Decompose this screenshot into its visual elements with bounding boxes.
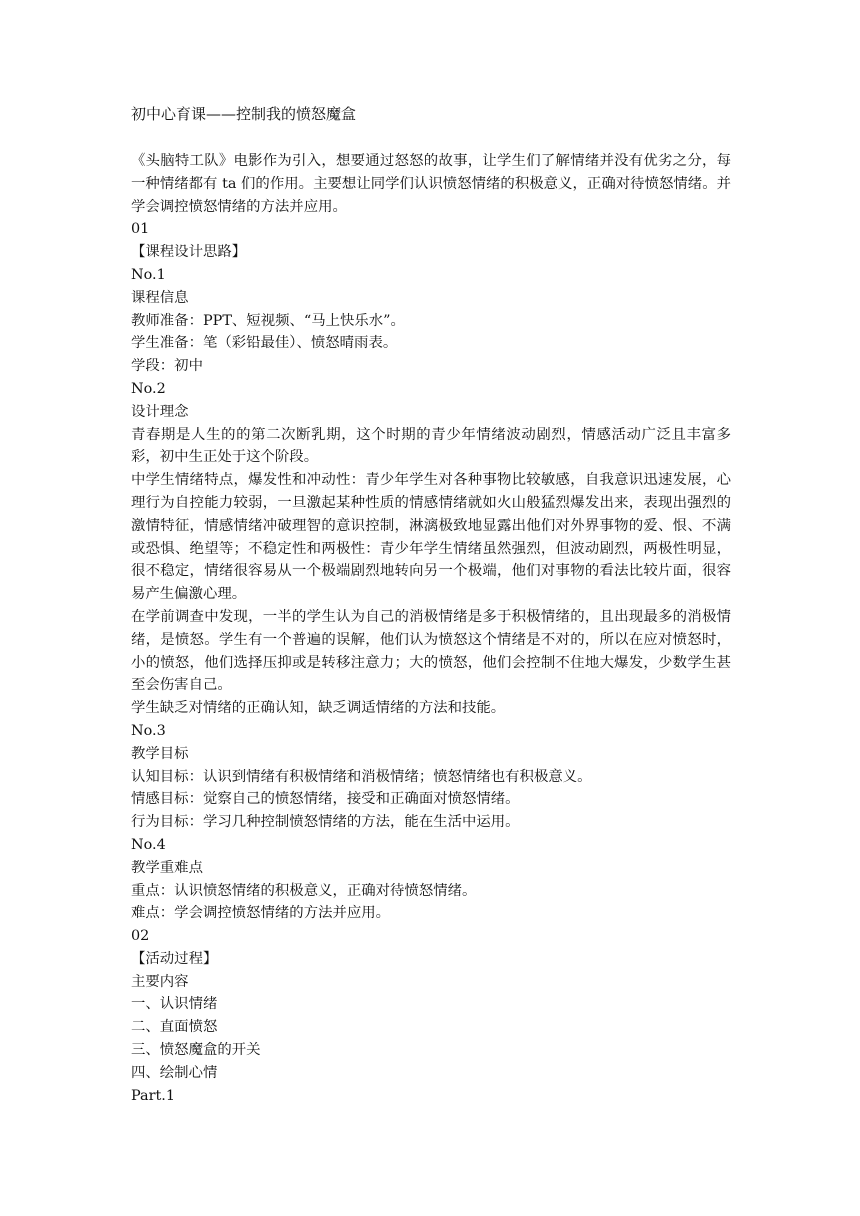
text-line: 重点：认识愤怒情绪的积极意义，正确对待愤怒情绪。 <box>131 882 477 899</box>
body-paragraph: 学生缺乏对情绪的正确认知，缺乏调适情绪的方法和技能。 <box>131 700 506 717</box>
document-title: 初中心育课——控制我的愤怒魔盒 <box>131 105 357 123</box>
text-line: 教师准备：PPT、短视频、“马上快乐水”。 <box>131 312 405 329</box>
text-line: 学生准备：笔（彩铅最佳）、愤怒晴雨表。 <box>131 335 398 352</box>
body-paragraph: 青春期是人生的的第二次断乳期，这个时期的青少年情绪波动剧烈，情感活动广泛且丰富多彩，初中生正处于这个阶段。 <box>131 426 731 466</box>
document-body <box>131 150 731 1107</box>
list-item: 一、认识情绪 <box>131 996 218 1013</box>
text-line: 行为目标：学习几种控制愤怒情绪的方法，能在生活中运用。 <box>131 814 520 831</box>
subsection-title: 主要内容 <box>131 973 189 990</box>
section-number: 02 <box>131 928 150 945</box>
part-label: Part.1 <box>131 1087 176 1104</box>
subsection-number: No.3 <box>131 722 166 739</box>
subsection-number: No.1 <box>131 266 166 283</box>
body-paragraph: 中学生情绪特点，爆发性和冲动性：青少年学生对各种事物比较敏感，自我意识迅速发展，心理行为自控能力较弱，一旦激起某种性质的情感情绪就如火山般猛烈爆发出来，表现出强烈的激情特征，情感情绪冲破理智的意识控制，淋漓极致地显露出他们对外界事物的爱、恨、不满或恐惧、绝望等；不稳定性和两极性：青少年学生情绪虽然强烈，但波动剧烈，两极性明显，很不稳定，情绪很容易从一个极端剧烈地转向另一个极端，他们对事物的看法比较片面，很容易产生偏激心理。 <box>131 472 731 603</box>
intro-paragraph: 《头脑特工队》电影作为引入，想要通过怒怒的故事，让学生们了解情绪并没有优劣之分，每一种情绪都有 ta 们的作用。主要想让同学们认识愤怒情绪的积极意义，正确对待愤怒情绪。并学会调控愤怒情绪的方法并应用。 <box>131 153 731 215</box>
subsection-title: 设计理念 <box>131 403 189 420</box>
section-number: 01 <box>131 221 150 238</box>
subsection-title: 教学目标 <box>131 745 189 762</box>
body-paragraph: 在学前调查中发现，一半的学生认为自己的消极情绪是多于积极情绪的，且出现最多的消极情绪，是愤怒。学生有一个普遍的误解，他们认为愤怒这个情绪是不对的，所以在应对愤怒时，小的愤怒，他们选择压抑或是转移注意力；大的愤怒，他们会控制不住地大爆发，少数学生甚至会伤害自己。 <box>131 608 731 694</box>
text-line: 学段：初中 <box>131 358 203 375</box>
list-item: 二、直面愤怒 <box>131 1019 218 1036</box>
subsection-title: 课程信息 <box>131 289 189 306</box>
text-line: 认知目标：认识到情绪有积极情绪和消极情绪；愤怒情绪也有积极意义。 <box>131 768 592 785</box>
list-item: 四、绘制心情 <box>131 1064 218 1081</box>
subsection-number: No.4 <box>131 836 166 853</box>
section-heading: 【课程设计思路】 <box>131 244 247 261</box>
text-line: 难点：学会调控愤怒情绪的方法并应用。 <box>131 905 391 922</box>
list-item: 三、愤怒魔盒的开关 <box>131 1042 261 1059</box>
section-heading: 【活动过程】 <box>131 950 218 967</box>
subsection-title: 教学重难点 <box>131 859 203 876</box>
subsection-number: No.2 <box>131 380 166 397</box>
text-line: 情感目标：觉察自己的愤怒情绪，接受和正确面对愤怒情绪。 <box>131 791 520 808</box>
